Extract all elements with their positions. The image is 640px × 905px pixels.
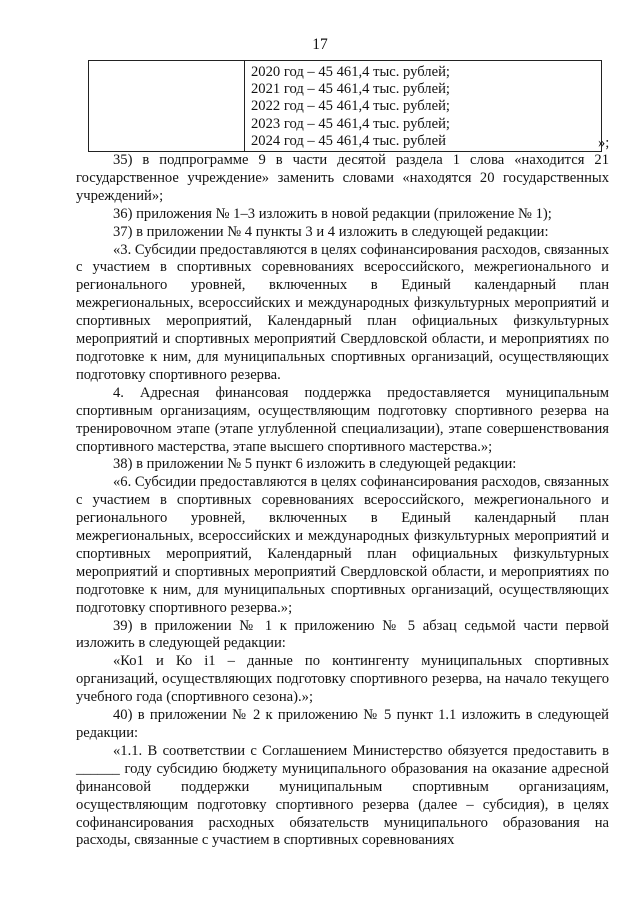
paragraph-quote-ko1: «Ко1 и Ко i1 – данные по контингенту муниципальных спортивных организаций, осуществляющих подготовку спортивного резерва, на начало текущего учебного года (спортивного сезона).»; [76,653,609,706]
paragraph-item-40: 40) в приложении № 2 к приложению № 5 пункт 1.1 изложить в следующей редакции: [76,707,609,741]
page-number: 17 [312,36,328,53]
paragraph-quote-1-1: «1.1. В соответствии с Соглашением Министерство обязуется предоставить в ______ году субсидию бюджету муниципального образования на оказание адресной финансовой поддержки муниципальным спортивным организациям, осуществляющим подготовку спортивного резерва (далее – субсидия), в целях софинансирования расходных обязательств муниципального образования на расходы, связанные с участием в спортивных соревнованиях [76,742,609,849]
paragraph-item-36: 36) приложения № 1–3 изложить в новой редакции (приложение № 1); [113,205,552,222]
funding-table [88,60,602,152]
paragraph-item-39: 39) в приложении № 1 к приложению № 5 абзац седьмой части первой изложить в следующей редакции: [76,617,609,652]
table-column-divider [244,61,245,151]
paragraph-item-37: 37) в приложении № 4 пункты 3 и 4 изложить в следующей редакции: [113,223,549,240]
paragraph-quote-6: «6. Субсидии предоставляются в целях софинансирования расходов, связанных с участием в спортивных соревнованиях всероссийского, межрегионального и регионального уровней, включенных в Единый календарный план межрегиональных, всероссийских и международных физкультурных мероприятий и спортивных мероприятий, Календарный план официальных физкультурных мероприятий и спортивных мероприятий Свердловской области, и мероприятиях по подготовке к ним, для муниципальных спортивных организаций, осуществляющих подготовку спортивного резерва.»; [76,474,609,616]
table-cell [251,64,450,150]
table-row: 2022 год – 45 461,4 тыс. рублей; [251,98,450,115]
table-row: 2020 год – 45 461,4 тыс. рублей; [251,64,450,80]
paragraph-item-35: 35) в подпрограмме 9 в части десятой раздела 1 слова «находится 21 государственное учреждение» заменить словами «находятся 20 государственных учреждений»; [76,152,609,204]
paragraph-quote-4: 4. Адресная финансовая поддержка предоставляется муниципальным спортивным организациям, осуществляющим подготовку спортивного резерва на тренировочном этапе (этапе углубленной специализации), этапе совершенствования спортивного мастерства, этапе высшего спортивного мастерства.»; [76,384,609,455]
document-body [76,152,609,850]
table-row: 2023 год – 45 461,4 тыс. рублей; [251,115,450,132]
table-closing-quote: »; [598,135,610,151]
paragraph-quote-3: «3. Субсидии предоставляются в целях софинансирования расходов, связанных с участием в спортивных соревнованиях всероссийского, межрегионального и регионального уровней, включенных в Единый календарный план межрегиональных, всероссийских и международных физкультурных мероприятий и спортивных мероприятий, Календарный план официальных физкультурных мероприятий и спортивных мероприятий Свердловской области, и мероприятиях по подготовке к ним, для муниципальных спортивных организаций, осуществляющих подготовку спортивного резерва. [76,241,609,383]
paragraph-item-38: 38) в приложении № 5 пункт 6 изложить в следующей редакции: [113,456,517,473]
table-row: 2021 год – 45 461,4 тыс. рублей; [251,81,450,98]
table-row: 2024 год – 45 461,4 тыс. рублей [251,132,446,149]
